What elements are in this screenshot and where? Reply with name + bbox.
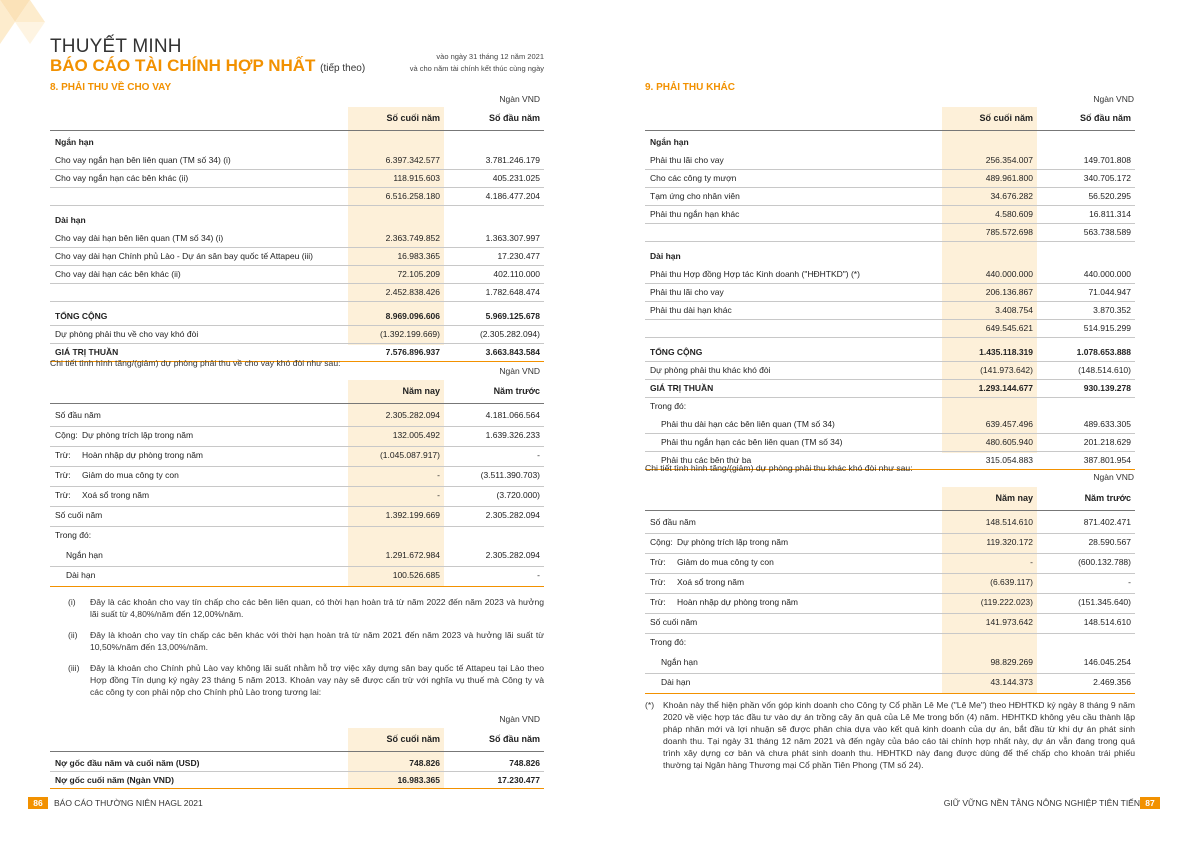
cell-value-1: 1.293.144.677 [978, 383, 1033, 393]
row-label: Trong đó: [650, 401, 687, 411]
footer-text: GIỮ VỮNG NỀN TẢNG NÔNG NGHIỆP TIÊN TIẾN [943, 798, 1140, 808]
table-row [645, 513, 1135, 531]
row-label: Dự phòng phải thu khác khó đòi [650, 365, 771, 375]
cell-value-1: 148.514.610 [985, 517, 1033, 527]
cell-value-2: 4.181.066.564 [485, 410, 540, 420]
cell-value-1: 132.005.492 [392, 430, 440, 440]
cell-value-1: 785.572.698 [985, 227, 1033, 237]
row-label: Cho các công ty mượn [650, 173, 737, 183]
table-row [50, 406, 544, 424]
table-row [645, 653, 1135, 671]
cell-value-2: 1.782.648.474 [485, 287, 540, 297]
cell-value-2: 3.870.352 [1093, 305, 1131, 315]
cell-value-1: 315.054.883 [985, 455, 1033, 465]
table-row [50, 546, 544, 564]
row-label: Phải thu các bên thứ ba [661, 455, 752, 465]
table-row [645, 283, 1135, 301]
cell-value-1: (141.973.642) [980, 365, 1033, 375]
note-ii: (ii) Đây là khoản cho vay tín chấp các bên khác với thời hạn hoàn trả từ năm 2021 đến năm 2023 và hưởng lãi suất từ 10,50%/năm đến 13,00%/năm. [68, 630, 544, 652]
cell-value-1: 480.605.940 [985, 437, 1033, 447]
table-row [50, 229, 544, 247]
table-row [645, 361, 1135, 379]
row-label: Cho vay dài hạn các bên khác (ii) [55, 269, 181, 279]
cell-value-1: 649.545.621 [985, 323, 1033, 333]
row-label: Ngắn hạn [650, 137, 689, 147]
row-label: GIÁ TRỊ THUẦN [650, 383, 714, 393]
row-label: Xoá sổ trong năm [677, 577, 745, 587]
table-row [50, 754, 544, 772]
row-label: Cho vay ngắn hạn các bên khác (ii) [55, 173, 189, 183]
table-row [645, 573, 1135, 591]
table-row [645, 553, 1135, 571]
cell-value-1: (6.639.117) [990, 577, 1033, 587]
row-label: Ngắn hạn [66, 550, 103, 560]
row-label: Cho vay dài hạn Chính phủ Lào - Dự án sân bay quốc tế Attapeu (iii) [55, 251, 314, 261]
table-row [50, 151, 544, 169]
cell-value-2: 871.402.471 [1083, 517, 1131, 527]
cell-value-1: 639.457.496 [985, 419, 1033, 429]
cell-value-1: 43.144.373 [990, 677, 1033, 687]
other-provision-table [645, 487, 1135, 693]
row-label: Phải thu lãi cho vay [650, 287, 724, 297]
row-label: Phải thu ngắn hạn khác [650, 209, 740, 219]
cell-value-1: 1.392.199.669 [385, 510, 440, 520]
cell-value-1: 16.983.365 [397, 251, 440, 261]
cell-value-2: 146.045.254 [1083, 657, 1131, 667]
table-row [645, 205, 1135, 223]
row-label: Dài hạn [661, 677, 691, 687]
page-number: 86 [28, 797, 48, 809]
row-label: Trong đó: [55, 530, 92, 540]
cell-value-1: 748.826 [409, 758, 440, 768]
cell-value-1: 118.915.603 [393, 173, 440, 183]
table-row [645, 533, 1135, 551]
cell-value-2: 17.230.477 [497, 775, 540, 785]
cell-value-1: 98.829.269 [990, 657, 1033, 667]
cell-value-2: 340.705.172 [1083, 173, 1131, 183]
row-label: Ngắn hạn [661, 657, 698, 667]
cell-value-1: 3.408.754 [995, 305, 1033, 315]
unit-label-2: Ngàn VND [499, 366, 540, 376]
cell-value-1: 119.320.172 [986, 537, 1033, 547]
table-row [50, 566, 544, 584]
table-header: Năm nay Năm trước [402, 386, 540, 396]
cell-value-1: - [1030, 557, 1033, 567]
note-iii: (iii) Đây là khoản cho Chính phủ Lào vay không lãi suất nhằm hỗ trợ việc xây dựng sân bay quốc tế Attapeu tại Lào theo Hợp đồng Tín dụng ký ngày 23 tháng 5 năm 2013. Khoản vay này sẽ được cấn trừ với nghĩa vụ thuế mà Công ty và các công ty con phải nộp cho Chính phủ Lào trong tương lai: [68, 663, 544, 697]
table-row [50, 426, 544, 444]
note-asterisk: (*) Khoản này thể hiện phần vốn góp kinh doanh cho Công ty Cổ phần Lê Me ("Lê Me") theo HĐHTKD ký ngày 8 tháng 9 năm 2020 về việc hợp tác đầu tư vào dự án trồng cây ăn quả của Lê Me trong bốn (4) năm. HĐHTKD không yêu cầu thành lập pháp nhân mới và lợi nhuận sẽ được phân chia dựa vào kết quả kinh doanh của dự án, bắt đầu từ khi dự án phát sinh doanh thu. Tại ngày 31 tháng 12 năm 2021 và đến ngày của báo cáo tài chính hợp nhất này, dự án vẫn đang trong quá trình xây dựng cơ bản và chưa phát sinh doanh thu. HĐHTKD này đang được dùng để thế chấp cho khoản trái phiếu thường tại Ngân hàng Thương mại Cổ phần Tiên Phong (TM số 24). [645, 700, 1135, 770]
table-row [645, 301, 1135, 319]
cell-value-2: 56.520.295 [1088, 191, 1131, 201]
cell-value-1: 256.354.007 [985, 155, 1033, 165]
row-label: Ngắn hạn [55, 137, 94, 147]
table-row [645, 133, 1135, 151]
cell-value-2: 1.078.653.888 [1076, 347, 1131, 357]
row-label: Phải thu Hợp đồng Hợp tác Kinh doanh ("HĐHTKD") (*) [650, 269, 860, 279]
table-row [50, 526, 544, 544]
cell-value-2: (600.132.788) [1078, 557, 1131, 567]
cell-value-2: 563.738.589 [1083, 227, 1131, 237]
row-label: Phải thu ngắn hạn các bên liên quan (TM số 34) [661, 437, 843, 447]
cell-value-2: 405.231.025 [492, 173, 540, 183]
unit-label-3: Ngàn VND [499, 714, 540, 724]
cell-value-2: (3.720.000) [496, 490, 540, 500]
row-prefix: Cộng: [650, 537, 673, 547]
table-row [645, 151, 1135, 169]
cell-value-1: 16.983.365 [397, 775, 440, 785]
cell-value-2: 514.915.299 [1083, 323, 1131, 333]
table-row [645, 415, 1135, 433]
table-row [645, 223, 1135, 241]
table-row [50, 169, 544, 187]
row-label: Giảm do mua công ty con [677, 557, 774, 567]
cell-value-2: - [537, 570, 540, 580]
cell-value-1: 2.363.749.852 [385, 233, 440, 243]
page-number: 87 [1140, 797, 1160, 809]
row-label: Số cuối năm [55, 510, 103, 520]
table-row [645, 169, 1135, 187]
table-row [50, 247, 544, 265]
detail-intro: Chi tiết tình hình tăng/(giảm) dự phòng phải thu khác khó đòi như sau: [645, 463, 913, 473]
cell-value-1: 1.435.118.319 [979, 347, 1033, 357]
table-row [645, 397, 1135, 415]
table-row [50, 211, 544, 229]
row-label: Nợ gốc đầu năm và cuối năm (USD) [55, 758, 200, 768]
row-label: Nợ gốc cuối năm (Ngàn VND) [55, 775, 174, 785]
cell-value-2: 3.781.246.179 [485, 155, 540, 165]
row-prefix: Trừ: [650, 557, 666, 567]
cell-value-1: (1.392.199.669) [379, 329, 440, 339]
cell-value-2: 2.305.282.094 [485, 550, 540, 560]
cell-value-1: 440.000.000 [985, 269, 1033, 279]
table-row [645, 319, 1135, 337]
cell-value-2: 930.139.278 [1083, 383, 1131, 393]
cell-value-1: 8.969.096.606 [385, 311, 440, 321]
cell-value-2: - [537, 450, 540, 460]
row-label: Hoàn nhập dự phòng trong năm [82, 450, 204, 460]
unit-label-2: Ngàn VND [1093, 472, 1134, 482]
cell-value-2: 440.000.000 [1083, 269, 1131, 279]
cell-value-2: 149.701.808 [1083, 155, 1131, 165]
cell-value-1: 6.397.342.577 [385, 155, 440, 165]
cell-value-1: 6.516.258.180 [385, 191, 440, 201]
right-page [592, 0, 1184, 842]
row-label: Số cuối năm [650, 617, 698, 627]
cell-value-2: 148.514.610 [1083, 617, 1131, 627]
row-label: Dài hạn [66, 570, 96, 580]
cell-value-2: 5.969.125.678 [485, 311, 540, 321]
doc-title: THUYẾT MINH [50, 36, 182, 57]
cell-value-2: 489.633.305 [1083, 419, 1131, 429]
cell-value-1: 2.305.282.094 [385, 410, 440, 420]
table-header: Số cuối năm Số đầu năm [386, 734, 540, 744]
cell-value-1: 141.973.642 [985, 617, 1033, 627]
cell-value-2: 17.230.477 [497, 251, 540, 261]
table-row [645, 673, 1135, 691]
section-title-8: 8. PHẢI THU VỀ CHO VAY [50, 82, 172, 93]
row-label: Phải thu dài hạn các bên liên quan (TM số 34) [661, 419, 835, 429]
cell-value-2: 2.305.282.094 [485, 510, 540, 520]
row-prefix: Trừ: [650, 597, 666, 607]
table-row [645, 613, 1135, 631]
cell-value-2: 387.801.954 [1083, 455, 1131, 465]
doc-subtitle: BÁO CÁO TÀI CHÍNH HỢP NHẤT (tiếp theo) [50, 56, 366, 75]
table-row [50, 187, 544, 205]
row-label: Số đầu năm [650, 517, 696, 527]
table-row [645, 593, 1135, 611]
cell-value-1: (119.222.023) [980, 597, 1033, 607]
row-label: Dài hạn [650, 251, 681, 261]
cell-value-1: - [437, 470, 440, 480]
cell-value-2: 71.044.947 [1088, 287, 1131, 297]
laos-loan-table [50, 728, 544, 788]
table-header: Số cuối năm Số đầu năm [386, 113, 540, 123]
cell-value-1: 206.136.867 [985, 287, 1033, 297]
note-i: (i) Đây là các khoản cho vay tín chấp cho các bên liên quan, có thời hạn hoàn trả từ năm 2022 đến năm 2023 và hưởng lãi suất từ 4,80%/năm đến 12,00%/năm. [68, 597, 544, 619]
cell-value-1: 1.291.672.984 [385, 550, 440, 560]
table-row [645, 343, 1135, 361]
row-prefix: Cộng: [55, 430, 78, 440]
row-label: Xoá sổ trong năm [82, 490, 150, 500]
cell-value-2: 28.590.567 [1088, 537, 1131, 547]
table-row [50, 466, 544, 484]
cell-value-2: 1.639.326.233 [485, 430, 540, 440]
row-label: GIÁ TRỊ THUẦN [55, 347, 119, 357]
table-row [50, 265, 544, 283]
row-label: Dự phòng trích lập trong năm [82, 430, 194, 440]
unit-label: Ngàn VND [1093, 94, 1134, 104]
cell-value-1: 7.576.896.937 [385, 347, 440, 357]
row-prefix: Trừ: [55, 450, 71, 460]
table-row [50, 133, 544, 151]
cell-value-2: (3.511.390.703) [480, 470, 540, 480]
cell-value-2: (151.345.640) [1078, 597, 1131, 607]
loan-receivables-table [50, 107, 544, 357]
table-row [645, 187, 1135, 205]
cell-value-1: (1.045.087.917) [379, 450, 440, 460]
row-label: TỔNG CỘNG [650, 347, 703, 357]
row-label: Hoàn nhập dự phòng trong năm [677, 597, 799, 607]
table-row [50, 325, 544, 343]
footer-text: BÁO CÁO THƯỜNG NIÊN HAGL 2021 [54, 798, 203, 808]
cell-value-1: 489.961.800 [985, 173, 1033, 183]
cell-value-2: 4.186.477.204 [485, 191, 540, 201]
cell-value-2: 3.663.843.584 [485, 347, 540, 357]
detail-intro: Chi tiết tình hình tăng/(giảm) dự phòng phải thu về cho vay khó đòi như sau: [50, 358, 341, 368]
table-row [50, 283, 544, 301]
table-row [645, 247, 1135, 265]
cell-value-1: 72.105.209 [397, 269, 440, 279]
cell-value-2: 2.469.356 [1093, 677, 1131, 687]
table-header: Số cuối năm Số đầu năm [979, 113, 1131, 123]
row-label: Giảm do mua công ty con [82, 470, 179, 480]
row-label: Phải thu dài hạn khác [650, 305, 732, 315]
unit-label: Ngàn VND [499, 94, 540, 104]
table-row [50, 506, 544, 524]
cell-value-2: 402.110.000 [493, 269, 540, 279]
section-title-9: 9. PHẢI THU KHÁC [645, 82, 736, 93]
table-row [50, 307, 544, 325]
row-label: Tạm ứng cho nhân viên [650, 191, 740, 201]
row-prefix: Trừ: [55, 490, 71, 500]
cell-value-2: 201.218.629 [1083, 437, 1131, 447]
other-receivables-table [645, 107, 1135, 465]
row-label: Phải thu lãi cho vay [650, 155, 724, 165]
row-label: Dự phòng phải thu về cho vay khó đòi [55, 329, 199, 339]
doc-date: vào ngày 31 tháng 12 năm 2021 và cho năm tài chính kết thúc cùng ngày [409, 52, 544, 73]
loan-provision-table [50, 380, 544, 586]
cell-value-2: (2.305.282.094) [479, 329, 540, 339]
row-label: Cho vay ngắn hạn bên liên quan (TM số 34) (i) [55, 155, 231, 165]
row-label: Số đầu năm [55, 410, 101, 420]
row-label: Dài hạn [55, 215, 86, 225]
table-row [645, 379, 1135, 397]
row-label: Cho vay dài hạn bên liên quan (TM số 34) (i) [55, 233, 224, 243]
row-label: Trong đó: [650, 637, 687, 647]
row-prefix: Trừ: [55, 470, 71, 480]
table-row [50, 771, 544, 789]
cell-value-2: 16.811.314 [1089, 209, 1131, 219]
row-label: Dự phòng trích lập trong năm [677, 537, 789, 547]
table-header: Năm nay Năm trước [995, 493, 1131, 503]
row-prefix: Trừ: [650, 577, 666, 587]
cell-value-1: 2.452.838.426 [385, 287, 440, 297]
cell-value-1: - [437, 490, 440, 500]
cell-value-1: 100.526.685 [392, 570, 440, 580]
cell-value-2: - [1128, 577, 1131, 587]
cell-value-2: (148.514.610) [1078, 365, 1131, 375]
table-row [50, 486, 544, 504]
row-label: TỔNG CỘNG [55, 311, 108, 321]
table-row [645, 265, 1135, 283]
cell-value-2: 1.363.307.997 [485, 233, 540, 243]
table-row [645, 433, 1135, 451]
table-row [645, 633, 1135, 651]
cell-value-1: 4.580.609 [995, 209, 1033, 219]
cell-value-1: 34.676.282 [990, 191, 1033, 201]
cell-value-2: 748.826 [509, 758, 540, 768]
table-row [50, 446, 544, 464]
